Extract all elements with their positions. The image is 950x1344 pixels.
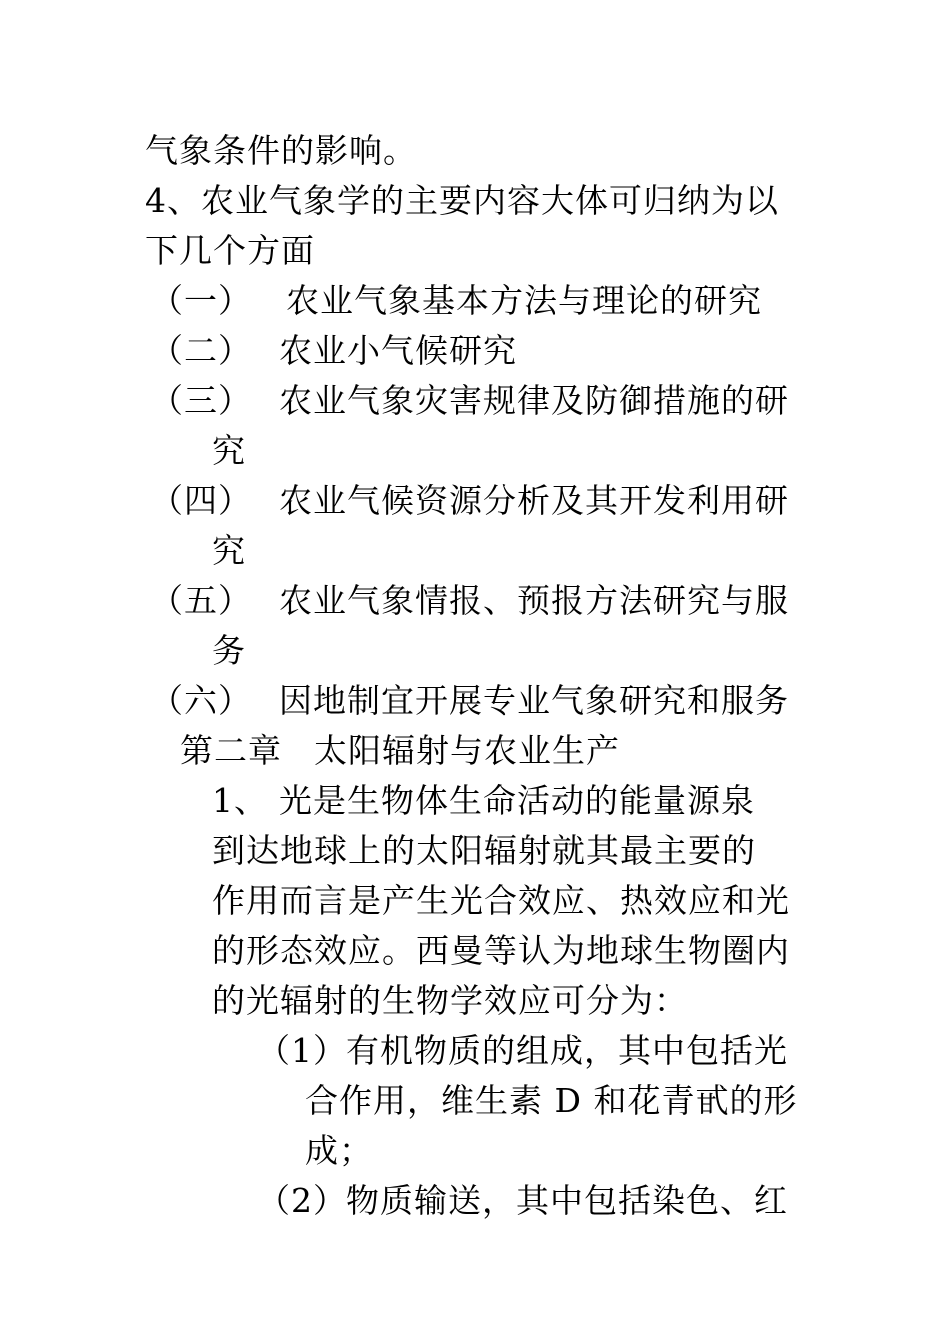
list-item-marker: （六） [150,681,252,720]
list-item-text: 农业气象基本方法与理论的研究 [286,281,762,320]
chapter-heading [180,726,620,776]
sub-item-continuation: 合作用，维生素 D 和花青甙的形 [305,1081,798,1120]
sub-item-marker: （1） [257,1031,347,1070]
list-item-continuation: 务 [212,631,246,670]
sub-item-text: 有机物质的组成，其中包括光 [346,1031,788,1070]
list-item-text: 农业气候资源分析及其开发利用研 [279,481,789,520]
sub-item-marker: （2） [257,1181,347,1220]
list-item [150,676,789,726]
list-item [150,326,517,376]
paragraph-line: 的形态效应。西曼等认为地球生物圈内 [212,931,790,970]
list-item-marker: （五） [150,581,252,620]
chapter-number: 第二章 [180,731,282,770]
list-item-text: 农业气象情报、预报方法研究与服 [279,581,789,620]
list-item-marker: （四） [150,481,252,520]
sub-item [257,1026,788,1076]
list-item [150,476,789,526]
point4-line2: 下几个方面 [145,231,315,270]
list-item-marker: （三） [150,381,252,420]
section-marker: 1、 [212,781,268,820]
sub-item-text: 物质输送，其中包括染色、红 [346,1181,788,1220]
list-item [150,376,789,426]
list-item-continuation: 究 [212,531,246,570]
paragraph-line: 的光辐射的生物学效应可分为： [212,981,688,1020]
list-item-marker: （一） [150,281,252,320]
list-item-text: 因地制宜开展专业气象研究和服务 [279,681,789,720]
section-heading-text: 光是生物体生命活动的能量源泉 [279,781,755,820]
section-heading [212,776,755,826]
list-item-text: 农业小气候研究 [279,331,517,370]
intro-line: 气象条件的影响。 [145,131,417,170]
sub-item-continuation: 成； [305,1131,373,1170]
list-item-text: 农业气象灾害规律及防御措施的研 [279,381,789,420]
list-item [150,276,762,326]
paragraph-line: 到达地球上的太阳辐射就其最主要的 [212,831,756,870]
list-item-marker: （二） [150,331,252,370]
list-item-continuation: 究 [212,431,246,470]
list-item [150,576,789,626]
sub-item [257,1176,788,1226]
paragraph-line: 作用而言是产生光合效应、热效应和光 [212,881,790,920]
point4-line1: 4、农业气象学的主要内容大体可归纳为以 [145,181,779,220]
chapter-title: 太阳辐射与农业生产 [314,731,620,770]
